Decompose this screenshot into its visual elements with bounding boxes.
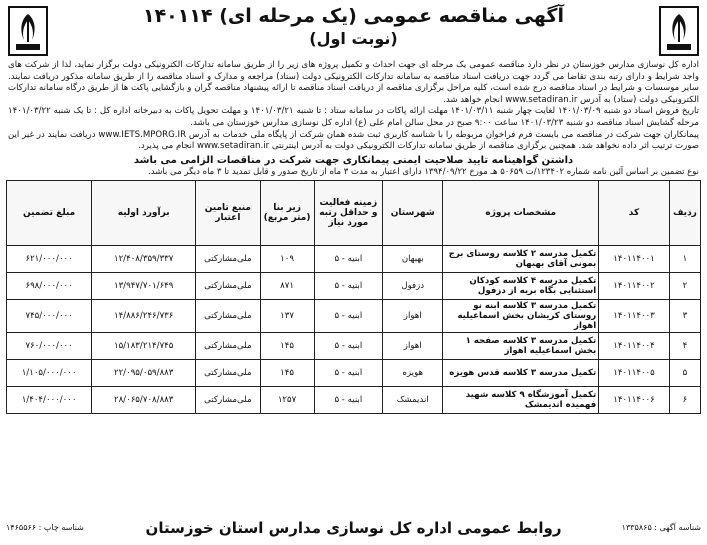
table-row bbox=[7, 245, 701, 272]
cell-guarantee: ۶۹۸/۰۰۰/۰۰۰ bbox=[7, 272, 92, 299]
cell-estimate: ۱۳/۹۴۷/۷۰۱/۶۴۹ bbox=[92, 272, 196, 299]
cell-fund: ملی‌مشارکتی bbox=[196, 359, 260, 386]
cell-project: تکمیل مدرسه ۴ کلاسه کودکان استثنایی بگاه بریه از دزفول bbox=[443, 272, 599, 299]
cell-grade: ابنیه - ۵ bbox=[314, 245, 383, 272]
cell-area: ۱۰۹ bbox=[260, 245, 314, 272]
cell-row: ۵ bbox=[669, 359, 700, 386]
cell-city: اندیمشک bbox=[383, 386, 443, 413]
header-fund: منبع تامین اعتبار bbox=[196, 180, 260, 245]
cell-estimate: ۲۲/۰۹۵/۰۵۹/۸۸۳ bbox=[92, 359, 196, 386]
body-paragraph-2: تاریخ فروش اسناد دو شنبه ۱۴۰۱/۰۳/۰۹ لغایت چهار شنبه ۱۴۰۱/۰۳/۱۱ مهلت ارائه پاکات در سامانه ستاد : تا شنبه ۱۴۰۱/۰۳/۲۱ و مهلت تحویل پاکات به دبیرخانه اداره کل : تا یک شنبه ۱۴۰۱/۰۳/۲۲ مرحله گشایش اسناد مناقصه دو شنبه ۱۴۰۱/۰۳/۲۳ ساعت ۹:۰۰ صبح در محل سالن امام علی (ع) اداره کل نوسازی مدارس خوزستان می باشد. bbox=[8, 106, 700, 128]
notice-header bbox=[6, 4, 701, 60]
cell-estimate: ۱۵/۱۸۳/۲۱۴/۷۴۵ bbox=[92, 332, 196, 359]
cell-city: اهواز bbox=[383, 299, 443, 332]
table-header-row bbox=[7, 180, 701, 245]
cell-project: تکمیل مدرسه ۳ کلاسه صفحه ۱ بخش اسماعیلیه اهواز bbox=[443, 332, 599, 359]
cell-city: دزفول bbox=[383, 272, 443, 299]
cell-fund: ملی‌مشارکتی bbox=[196, 272, 260, 299]
cell-fund: ملی‌مشارکتی bbox=[196, 245, 260, 272]
cell-guarantee: ۱/۱۰۵/۰۰۰/۰۰۰ bbox=[7, 359, 92, 386]
cell-project: تکمیل مدرسه ۳ کلاسه قدس هویزه bbox=[443, 359, 599, 386]
cell-area: ۱۳۷ bbox=[260, 299, 314, 332]
table-row bbox=[7, 359, 701, 386]
header-row-number: ردیف bbox=[669, 180, 700, 245]
cell-fund: ملی‌مشارکتی bbox=[196, 386, 260, 413]
iran-emblem-icon bbox=[8, 6, 48, 56]
cell-estimate: ۱۴/۸۸۶/۲۴۶/۷۳۶ bbox=[92, 299, 196, 332]
cell-grade: ابنیه - ۵ bbox=[314, 386, 383, 413]
cell-area: ۸۷۱ bbox=[260, 272, 314, 299]
table-row bbox=[7, 332, 701, 359]
cell-fund: ملی‌مشارکتی bbox=[196, 332, 260, 359]
print-id: شناسه چاپ : ۱۴۶۵۵۶۶ bbox=[6, 523, 84, 532]
cell-city: اهواز bbox=[383, 332, 443, 359]
cell-code: ۱۴۰۱۱۴۰۰۶ bbox=[599, 386, 670, 413]
header-grade: زمینه فعالیت و حداقل رتبه مورد نیاز bbox=[314, 180, 383, 245]
table-row bbox=[7, 386, 701, 413]
table-row bbox=[7, 299, 701, 332]
safety-warning: داشتن گواهینامه تایید صلاحیت ایمنی پیمانکاری جهت شرکت در مناقصات الزامی می باشد bbox=[133, 154, 574, 166]
notice-title: آگهی مناقصه عمومی (یک مرحله ای) ۱۴۰۱۱۴ bbox=[142, 5, 564, 27]
body-paragraph-3: پیمانکاران جهت شرکت در مناقصه می بایست فرم فراخوان مربوطه را با شناسه کاربری ثبت شده همان شرکت از پایگاه ملی خدمات به آدرس www.IETS.MPORG.IR دریافت نمایند در غیر این صورت ترتیب اثر داده نخواهد شد. همچنین برگزاری مناقصه از طریق سامانه تدارکات الکترونیکی دولت به آدرس اینترنتی www.setadiran.ir انجام می پذیرد. bbox=[8, 129, 699, 152]
iran-emblem-icon bbox=[659, 6, 699, 56]
cell-guarantee: ۷۴۵/۰۰۰/۰۰۰ bbox=[7, 299, 92, 332]
cell-row: ۱ bbox=[669, 245, 700, 272]
header-city: شهرستان bbox=[383, 180, 443, 245]
ad-number: شناسه آگهی : ۱۳۳۵۸۶۵ bbox=[621, 523, 701, 532]
cell-project: تکمیل آموزشگاه ۹ کلاسه شهید فهمیده اندیمشک bbox=[443, 386, 599, 413]
cell-fund: ملی‌مشارکتی bbox=[196, 299, 260, 332]
cell-grade: ابنیه - ۵ bbox=[314, 359, 383, 386]
cell-row: ۲ bbox=[669, 272, 700, 299]
header-project: مشخصات پروژه bbox=[443, 180, 599, 245]
cell-row: ۶ bbox=[669, 386, 700, 413]
cell-grade: ابنیه - ۵ bbox=[314, 272, 383, 299]
cell-code: ۱۴۰۱۱۴۰۰۴ bbox=[599, 332, 670, 359]
cell-code: ۱۴۰۱۱۴۰۰۱ bbox=[599, 245, 670, 272]
cell-project: تکمیل مدرسه ۳ کلاسه ابنه نو روستای کریشان بخش اسماعیلیه اهواز bbox=[443, 299, 599, 332]
header-code: کد bbox=[599, 180, 670, 245]
cell-estimate: ۱۲/۴۰۸/۳۵۹/۳۳۷ bbox=[92, 245, 196, 272]
cell-area: ۱۴۵ bbox=[260, 359, 314, 386]
notice-body bbox=[8, 60, 699, 153]
cell-guarantee: ۷۶۰/۰۰۰/۰۰۰ bbox=[7, 332, 92, 359]
cell-grade: ابنیه - ۵ bbox=[314, 332, 383, 359]
cell-city: هویزه bbox=[383, 359, 443, 386]
cell-area: ۱۲۵۷ bbox=[260, 386, 314, 413]
cell-row: ۴ bbox=[669, 332, 700, 359]
cell-guarantee: ۶۲۱/۰۰۰/۰۰۰ bbox=[7, 245, 92, 272]
cell-code: ۱۴۰۱۱۴۰۰۵ bbox=[599, 359, 670, 386]
cell-area: ۱۴۵ bbox=[260, 332, 314, 359]
header-area: زیر بنا (متر مربع) bbox=[260, 180, 314, 245]
cell-code: ۱۴۰۱۱۴۰۰۲ bbox=[599, 272, 670, 299]
projects-table bbox=[6, 180, 701, 414]
cell-row: ۳ bbox=[669, 299, 700, 332]
cell-grade: ابنیه - ۵ bbox=[314, 299, 383, 332]
cell-guarantee: ۱/۴۰۴/۰۰۰/۰۰۰ bbox=[7, 386, 92, 413]
header-guarantee: مبلغ تضمین bbox=[7, 180, 92, 245]
footer-title: روابط عمومی اداره کل نوسازی مدارس استان خوزستان bbox=[145, 519, 562, 537]
body-paragraph-1: اداره کل نوسازی مدارس خوزستان در نظر دارد مناقصه عمومی یک مرحله ای جهت احداث و تکمیل پروژه های زیر را از طریق سامانه تدارکات الکترونیکی دولت برگزار نماید، لذا از شرکت های واجد شرایط و دارای رتبه بندی تقاضا می گردد جهت دریافت اسناد مناقصه به سامانه تدارکات الکترونیکی دولت (ستاد) مراجعه و مدارک و اسناد مناقصه را از طریق سامانه مذکور دریافت نمایند. سایر موسسات و شرایط در اسناد مناقصه درج شده است، کلیه مراحل برگزاری مناقصه از دریافت اسناد مناقصه تا ارائه پیشنهاد مناقصه گران و بازگشایی پاکت ها از طریق درگاه سامانه تدارکات الکترونیکی دولت (ستاد) به آدرس www.setadiran.ir انجام خواهد شد. bbox=[8, 60, 699, 105]
header-estimate: برآورد اولیه bbox=[92, 180, 196, 245]
cell-project: تکمیل مدرسه ۲ کلاسه روستای برج بمونی آقای بهبهان bbox=[443, 245, 599, 272]
notice-footer bbox=[6, 515, 701, 541]
table-row bbox=[7, 272, 701, 299]
notice-subtitle: (نوبت اول) bbox=[309, 29, 398, 48]
cell-city: بهبهان bbox=[383, 245, 443, 272]
cell-estimate: ۲۸/۰۶۵/۷۰۸/۸۸۳ bbox=[92, 386, 196, 413]
guarantee-note: نوع تضمین بر اساس آئین نامه شماره ۱۲۳۴۰۲/ت ۵۰۶۵۹ هـ مورخ ۱۳۹۴/۰۹/۲۲ دارای اعتبار به مدت ۳ ماه از تاریخ صدور و قابل تمدید تا ۳ ماه دیگر می باشد. bbox=[148, 166, 699, 177]
cell-code: ۱۴۰۱۱۴۰۰۳ bbox=[599, 299, 670, 332]
